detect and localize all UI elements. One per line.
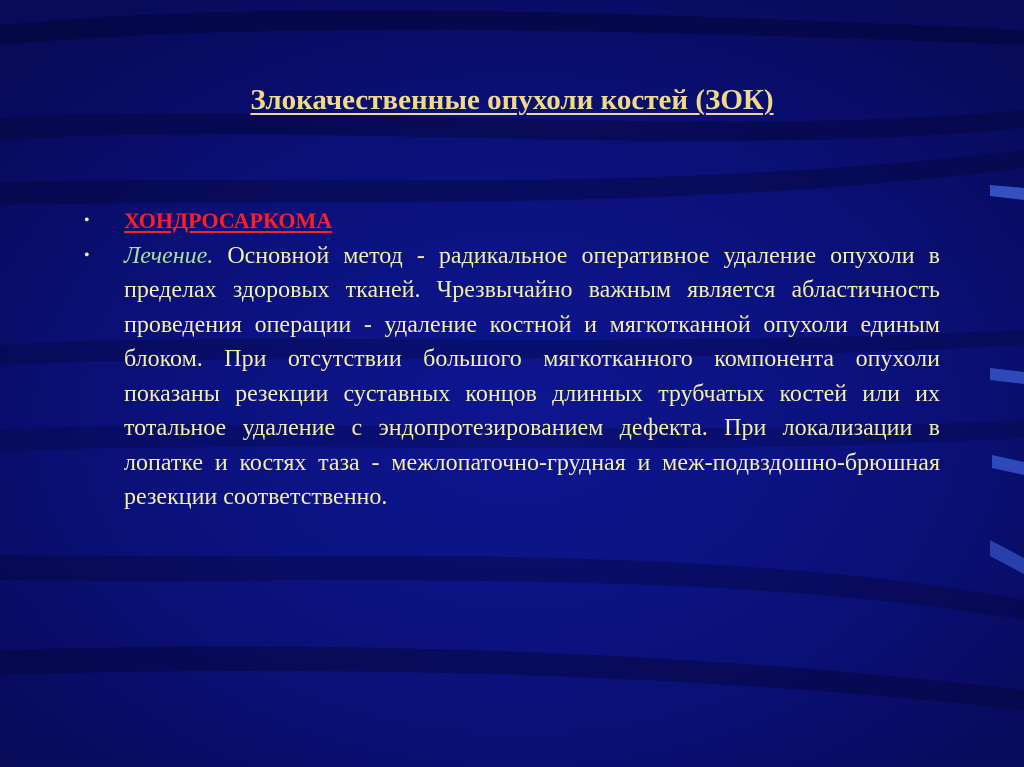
bullet-item-treatment (84, 239, 940, 515)
slide-title: Злокачественные опухоли костей (ЗОК) (250, 84, 774, 116)
bullet-marker: • (84, 246, 90, 264)
bullet-item-heading (84, 204, 940, 239)
treatment-text: Основной метод - радикальное оперативное удаление опухоли в пределах здоровых тканей. Чрезвычайно важным является абластичность проведения операции - удаление костной и мягкотканной опухоли единым блоком. При отсутствии большого мягкотканного компонента опухоли показаны резекции суставных концов длинных трубчатых костей или их тотальное удаление с эндопротезированием дефекта. При локализации в лопатке и костях таза - межлопаточно-грудная и меж-подвздошно-брюшная резекции соответственно. (124, 242, 940, 510)
bullet-marker: • (84, 212, 90, 229)
slide-content (84, 204, 940, 515)
treatment-label: Лечение. (124, 242, 214, 269)
section-heading: ХОНДРОСАРКОМА (124, 208, 333, 233)
